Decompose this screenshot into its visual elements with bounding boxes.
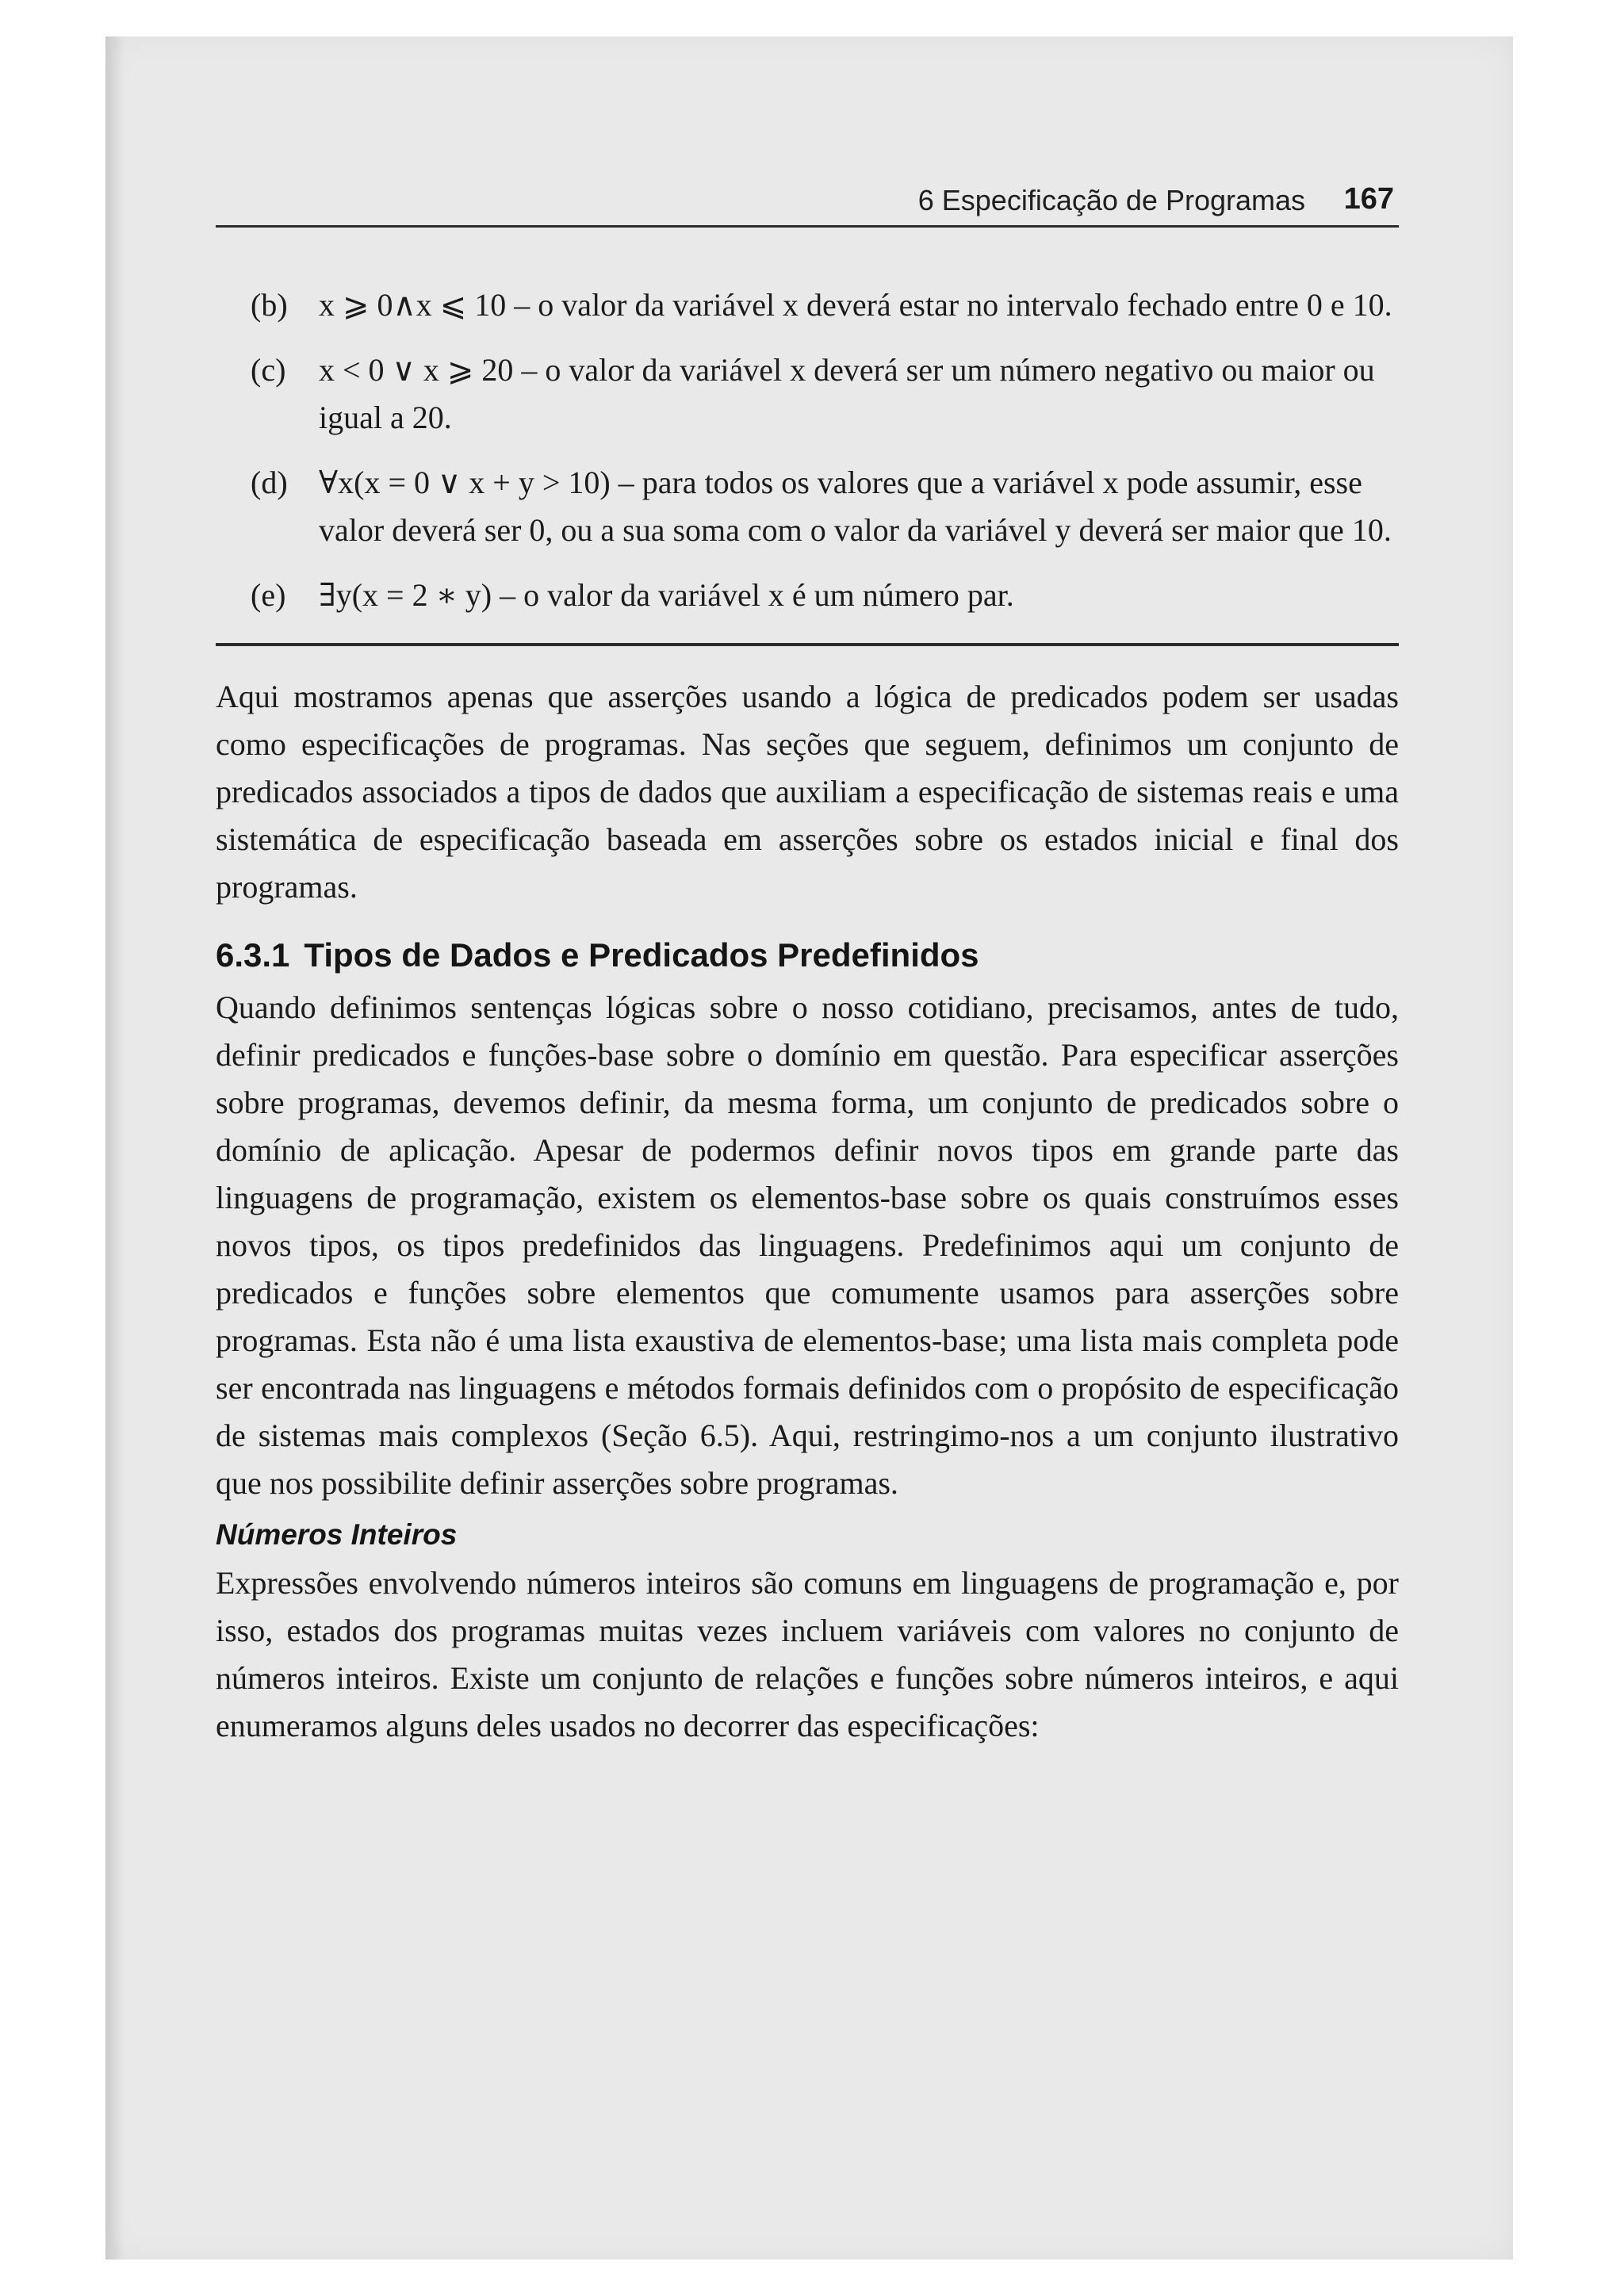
example-list — [251, 281, 1399, 619]
list-item — [251, 459, 1399, 554]
subsection-paragraph: Expressões envolvendo números inteiros são comuns em linguagens de programação e, por isso, estados dos programas muitas vezes incluem variáveis com valores no conjunto de números inteiros. Existe um conjunto de relações e funções sobre números inteiros, e aqui enumeramos alguns deles usados no decorrer das especificações: — [216, 1565, 1399, 1743]
list-item-text: x < 0 ∨ x ⩾ 20 – o valor da variável x deverá ser um número negativo ou maior ou igual a 20. — [319, 352, 1375, 435]
running-title: 6 Especificação de Programas — [917, 184, 1305, 216]
intro-paragraph: Aqui mostramos apenas que asserções usando a lógica de predicados podem ser usadas como especificações de programas. Nas seções que seguem, definimos um conjunto de predicados associados a tipos de dados que auxiliam a especificação de sistemas reais e uma sistemática de especificação baseada em asserções sobre os estados inicial e final dos programas. — [216, 679, 1399, 905]
list-item — [251, 346, 1399, 442]
list-item-marker: (c) — [251, 352, 286, 388]
page-edge-shadow — [105, 36, 124, 2260]
list-item-marker: (e) — [251, 577, 286, 613]
list-item — [251, 281, 1399, 329]
section-paragraph: Quando definimos sentenças lógicas sobre o nosso cotidiano, precisamos, antes de tudo, definir predicados e funções-base sobre o domínio em questão. Para especificar asserções sobre programas, devemos definir, da mesma forma, um conjunto de predicados sobre o domínio de aplicação. Apesar de podermos definir novos tipos em grande parte das linguagens de programação, existem os elementos-base sobre os quais construímos esses novos tipos, os tipos predefinidos das linguagens. Predefinimos aqui um conjunto de predicados e funções sobre elementos que comumente usamos para asserções sobre programas. Esta não é uma lista exaustiva de elementos-base; uma lista mais completa pode ser encontrada nas linguagens e métodos formais definidos com o propósito de especificação de sistemas mais complexos (Seção 6.5). Aqui, restringimo-nos a um conjunto ilustrativo que nos possibilite definir asserções sobre programas. — [216, 989, 1399, 1501]
page-header — [216, 181, 1399, 228]
section-title: Tipos de Dados e Predicados Predefinidos — [304, 936, 979, 974]
page-number: 167 — [1343, 182, 1394, 216]
page-body — [216, 281, 1399, 1750]
list-item-text: ∀x(x = 0 ∨ x + y > 10) – para todos os valores que a variável x pode assumir, esse valor deverá ser 0, ou a sua soma com o valor da variável y deverá ser maior que 10. — [319, 465, 1392, 548]
list-item-marker: (d) — [251, 465, 288, 500]
section-number: 6.3.1 — [216, 936, 290, 974]
list-item — [251, 572, 1399, 619]
list-item-text: x ⩾ 0∧x ⩽ 10 – o valor da variável x deverá estar no intervalo fechado entre 0 e 10. — [319, 287, 1392, 323]
subsection-heading: Números Inteiros — [216, 1518, 458, 1551]
list-item-text: ∃y(x = 2 ∗ y) – o valor da variável x é um número par. — [319, 577, 1014, 613]
section-heading — [216, 932, 1399, 979]
list-item-marker: (b) — [251, 287, 288, 323]
section-divider — [216, 643, 1399, 646]
